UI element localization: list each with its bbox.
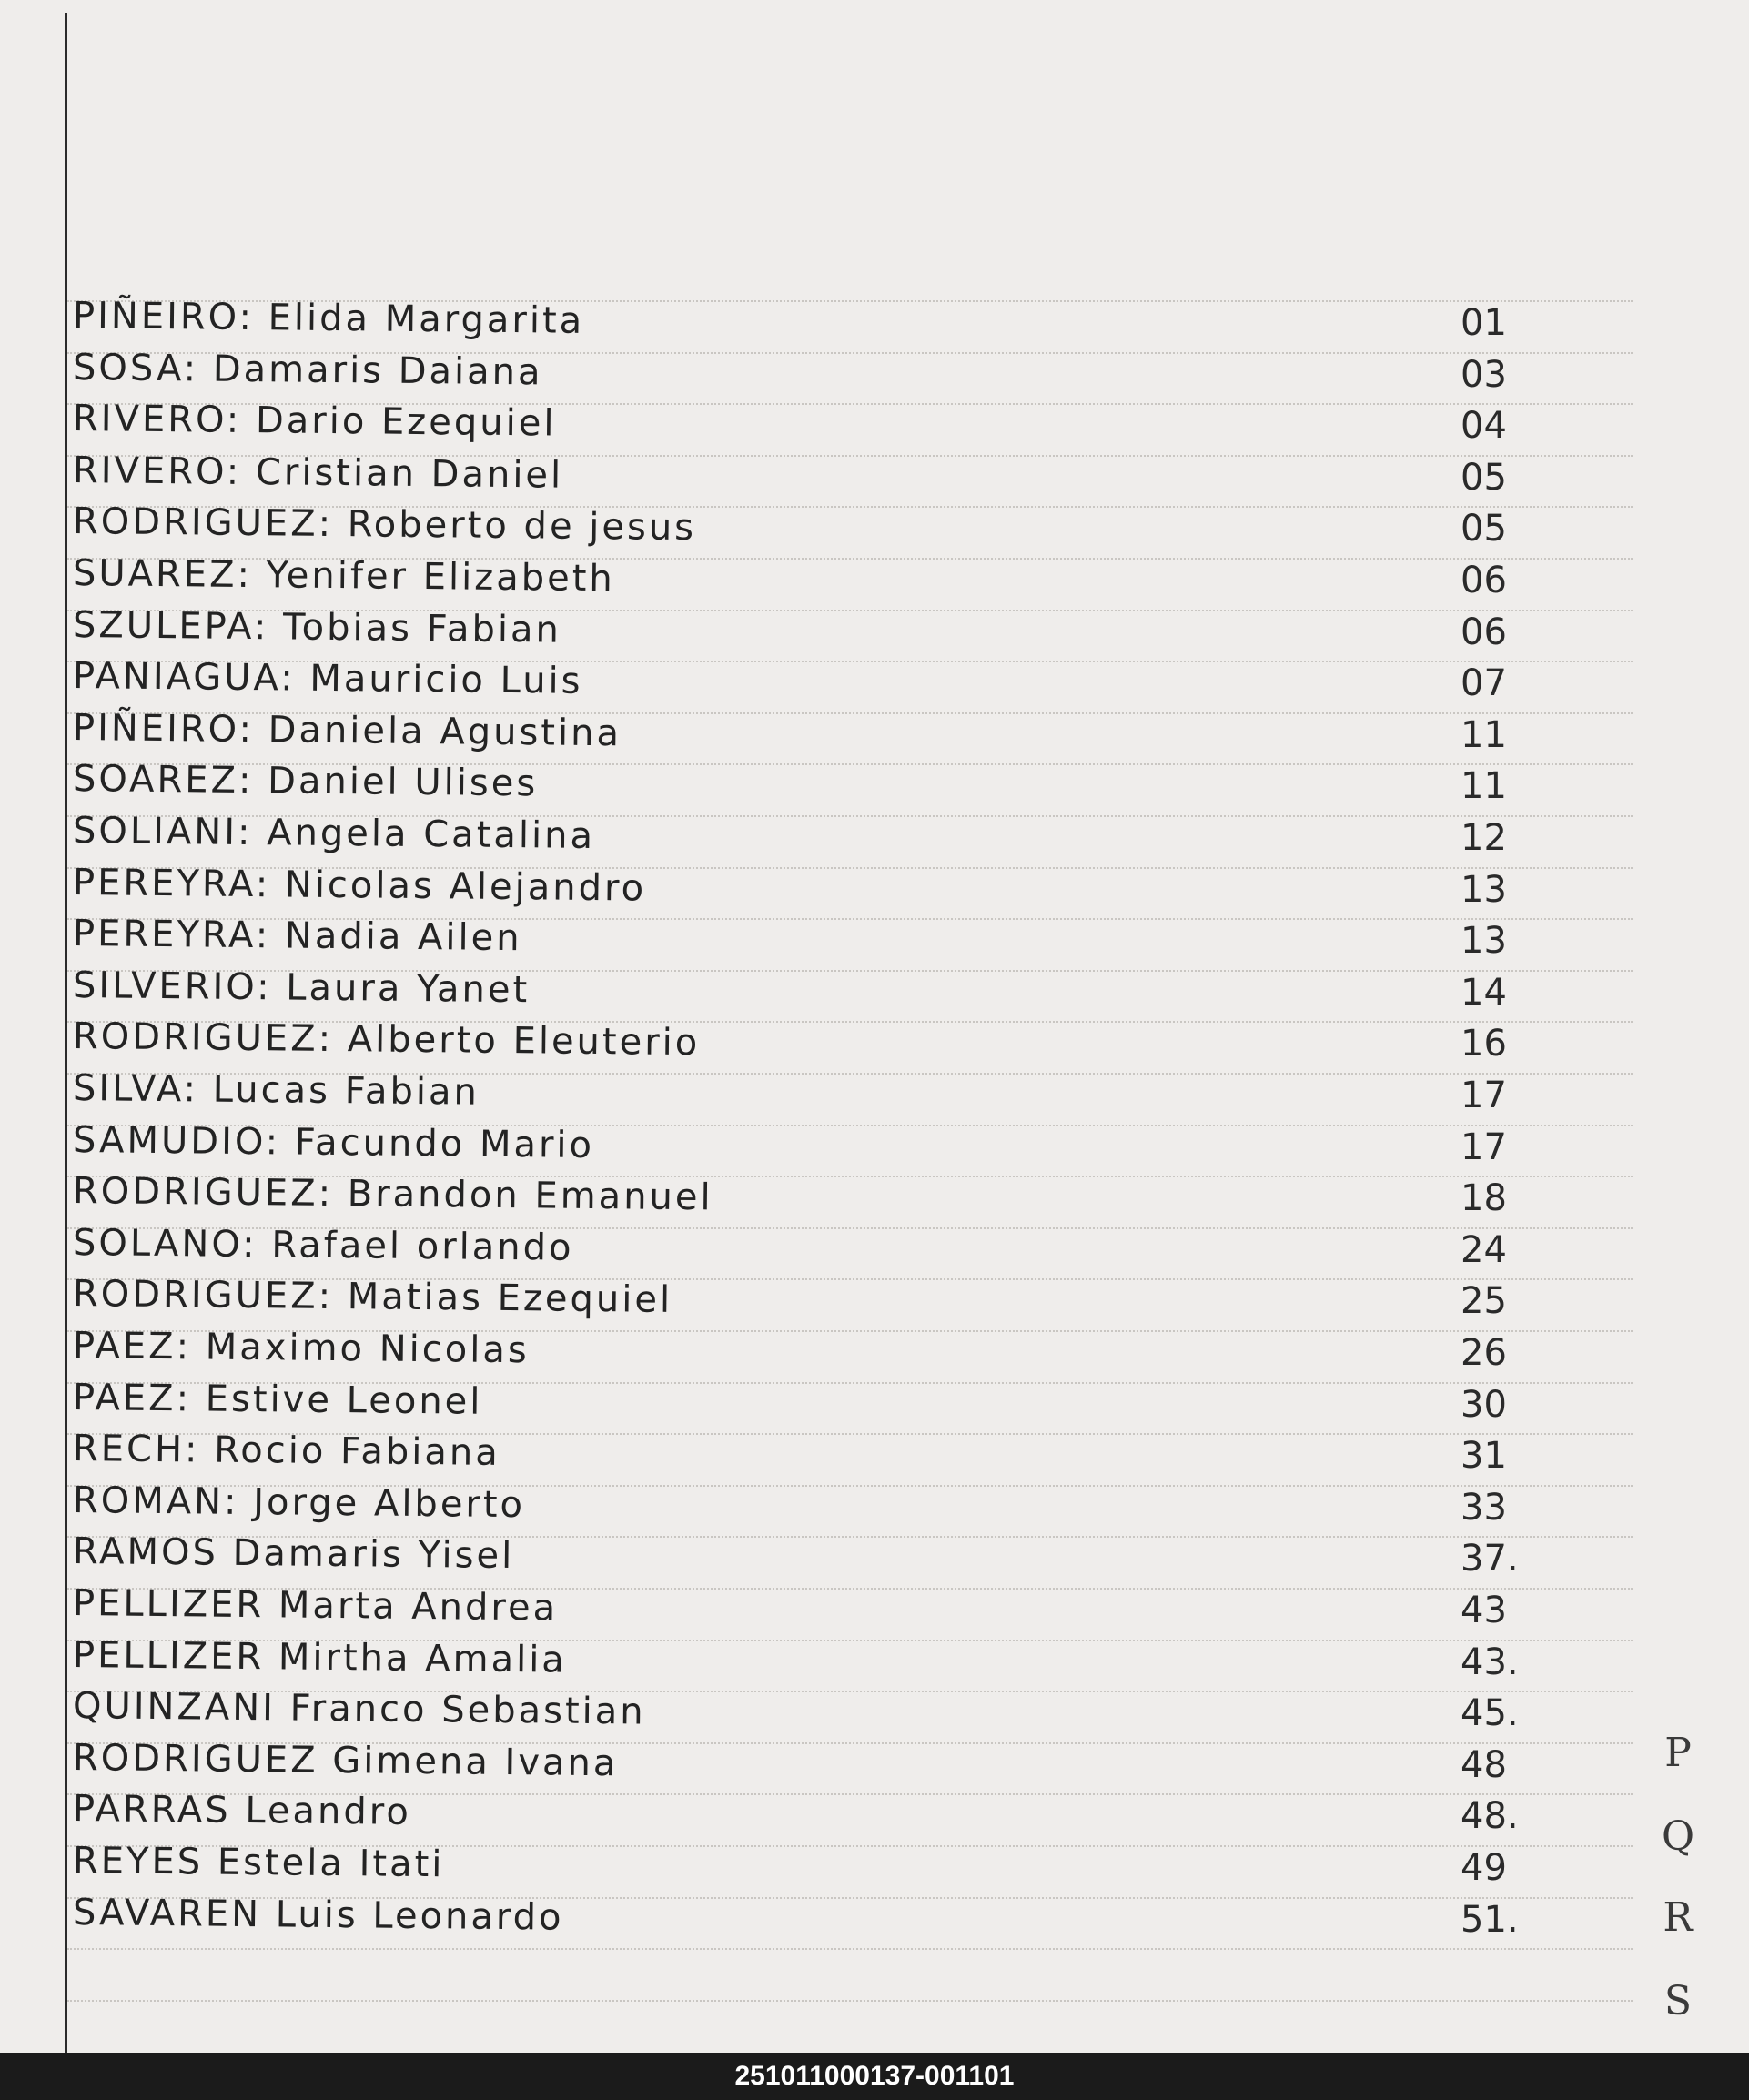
entry-name: PAEZ: Estive Leonel	[72, 1377, 483, 1423]
entry-number: 18	[1461, 1177, 1507, 1219]
entry-name: RIVERO: Cristian Daniel	[72, 449, 564, 497]
entry-name: SILVA: Lucas Fabian	[72, 1067, 480, 1114]
entry-number: 51.	[1461, 1899, 1519, 1941]
entry-name: RODRIGUEZ: Matias Ezequiel	[72, 1273, 673, 1321]
entry-name: SOLIANI: Angela Catalina	[72, 810, 596, 858]
entry-name: PEREYRA: Nadia Ailen	[72, 913, 522, 960]
entry-number: 49	[1461, 1847, 1507, 1889]
entry-number: 06	[1461, 560, 1507, 601]
entry-number: 14	[1461, 972, 1507, 1014]
entry-name: ROMAN: Jorge Alberto	[72, 1479, 526, 1527]
entry-number: 06	[1461, 611, 1507, 653]
entry-number: 33	[1461, 1487, 1507, 1529]
index-letter: P	[1664, 1730, 1692, 1776]
entry-number: 43.	[1461, 1641, 1519, 1683]
index-letter: S	[1663, 1978, 1693, 2024]
entry-name: RAMOS Damaris Yisel	[72, 1530, 515, 1578]
entry-name: RIVERO: Dario Ezequiel	[72, 398, 557, 445]
entry-name: QUINZANI Franco Sebastian	[72, 1685, 646, 1733]
entry-number: 16	[1461, 1023, 1507, 1065]
entry-name: RODRIGUEZ: Brandon Emanuel	[72, 1170, 713, 1219]
entry-number: 45.	[1461, 1692, 1519, 1734]
entry-name: PELLIZER Marta Andrea	[72, 1582, 559, 1630]
entry-number: 17	[1461, 1075, 1507, 1116]
entry-number: 12	[1461, 817, 1507, 859]
entry-number: 04	[1461, 405, 1507, 447]
entry-number: 13	[1461, 920, 1507, 962]
entry-number: 25	[1461, 1280, 1507, 1322]
index-letter: R	[1663, 1894, 1693, 1941]
entry-name: PELLIZER Mirtha Amalia	[72, 1634, 568, 1681]
entry-name: SUAREZ: Yenifer Elizabeth	[72, 552, 615, 601]
index-letter: Q	[1661, 1813, 1695, 1860]
entry-name: RECH: Rocio Fabiana	[72, 1428, 500, 1474]
entry-number: 48	[1461, 1744, 1507, 1786]
entry-number: 43	[1461, 1590, 1507, 1631]
entry-name: REYES Estela Itati	[72, 1840, 445, 1886]
entry-name: PARRAS Leandro	[72, 1788, 412, 1833]
entry-name: SOSA: Damaris Daiana	[72, 347, 543, 394]
entry-name: SAVAREN Luis Leonardo	[72, 1892, 564, 1939]
entry-name: PANIAGUA: Mauricio Luis	[72, 655, 583, 702]
entry-name: PIÑEIRO: Elida Margarita	[72, 295, 585, 342]
entry-number: 37.	[1461, 1538, 1519, 1580]
entry-number: 11	[1461, 714, 1507, 756]
entry-number: 31	[1461, 1435, 1507, 1477]
entry-name: RODRIGUEZ: Alberto Eleuterio	[72, 1015, 701, 1065]
entry-name: SZULEPA: Tobias Fabian	[72, 604, 562, 651]
entry-name: SOLANO: Rafael orlando	[72, 1222, 574, 1269]
entry-number: 05	[1461, 508, 1507, 550]
entry-number: 05	[1461, 457, 1507, 499]
entry-number: 48.	[1461, 1795, 1519, 1837]
entry-name: SOAREZ: Daniel Ulises	[72, 758, 539, 805]
entry-number: 17	[1461, 1126, 1507, 1168]
entry-name: SILVERIO: Laura Yanet	[72, 964, 531, 1012]
entry-name: SAMUDIO: Facundo Mario	[72, 1119, 595, 1166]
scan-id-label: 251011000137-001101	[734, 2061, 1015, 2091]
entry-name: PIÑEIRO: Daniela Agustina	[72, 707, 622, 755]
entry-number: 30	[1461, 1384, 1507, 1426]
entry-number: 11	[1461, 765, 1507, 807]
entry-name: RODRIGUEZ Gimena Ivana	[72, 1737, 619, 1785]
entry-number: 03	[1461, 354, 1507, 396]
entry-name: PEREYRA: Nicolas Alejandro	[72, 862, 647, 910]
entry-number: 13	[1461, 869, 1507, 911]
entry-number: 01	[1461, 302, 1507, 344]
entry-number: 24	[1461, 1229, 1507, 1271]
entry-number: 26	[1461, 1332, 1507, 1374]
entry-number: 07	[1461, 662, 1507, 704]
entry-name: RODRIGUEZ: Roberto de jesus	[72, 500, 697, 550]
entry-name: PAEZ: Maximo Nicolas	[72, 1325, 530, 1372]
